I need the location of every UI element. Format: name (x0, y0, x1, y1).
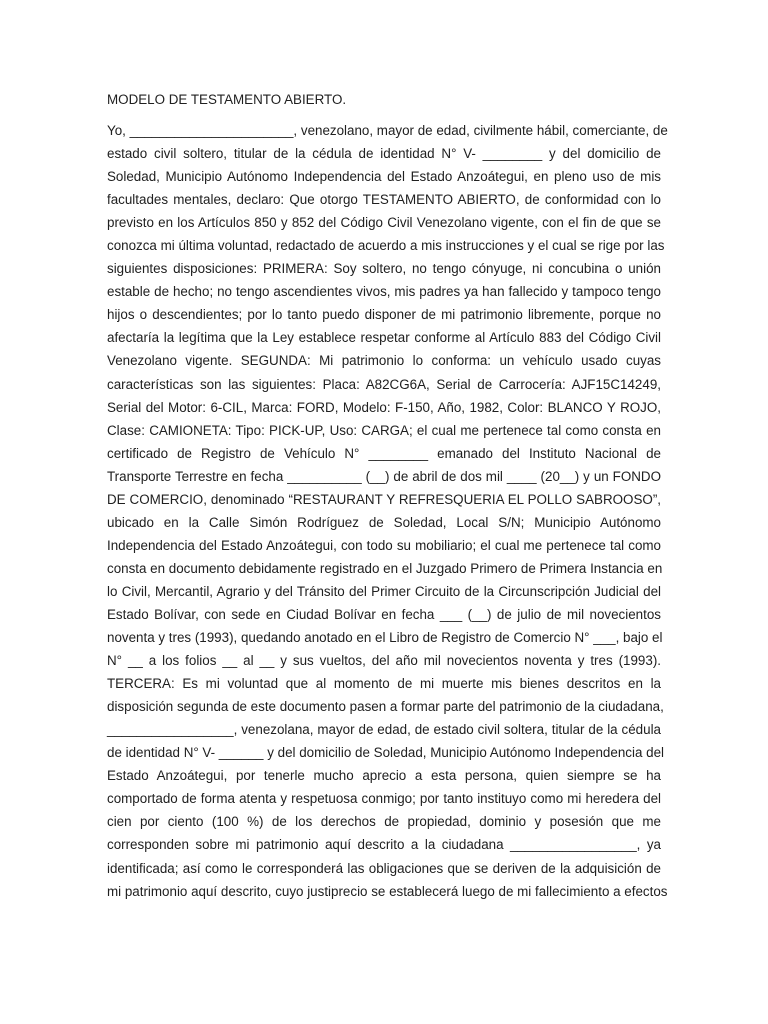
body-line: ubicado en la Calle Simón Rodríguez de Soledad, Local S/N; Municipio Autónomo (107, 514, 661, 530)
body-line: Transporte Terrestre en fecha __________ (__) de abril de dos mil ____ (20__) y un FONDO (107, 468, 661, 484)
body-line: TERCERA: Es mi voluntad que al momento de mi muerte mis bienes descritos en la (107, 676, 661, 692)
body-line: consta en documento debidamente registrado en el Juzgado Primero de Primera Instancia en (107, 560, 663, 576)
body-line: estado civil soltero, titular de la cédula de identidad N° V- ________ y del domicilio de (107, 146, 661, 162)
body-line: facultades mentales, declaro: Que otorgo TESTAMENTO ABIERTO, de conformidad con lo (107, 192, 661, 208)
body-line: noventa y tres (1993), quedando anotado en el Libro de Registro de Comercio N° ___, bajo el (107, 630, 663, 646)
body-line: conozca mi última voluntad, redactado de acuerdo a mis instrucciones y el cual se rige por las (107, 238, 665, 254)
body-line: mi patrimonio aquí descrito, cuyo justiprecio se establecerá luego de mi fallecimiento a efectos (107, 883, 668, 899)
body-line: previsto en los Artículos 850 y 852 del Código Civil Venezolano vigente, con el fin de que se (107, 215, 661, 231)
body-line: DE COMERCIO, denominado “RESTAURANT Y REFRESQUERIA EL POLLO SABROOSO”, (107, 491, 661, 507)
body-line: Serial del Motor: 6-CIL, Marca: FORD, Modelo: F-150, Año, 1982, Color: BLANCO Y ROJO, (107, 399, 661, 415)
body-line: de identidad N° V- ______ y del domicilio de Soledad, Municipio Autónomo Independencia del (107, 745, 664, 761)
body-line: estable de hecho; no tengo ascendientes vivos, mis padres ya han fallecido y tampoco tengo (107, 284, 661, 300)
body-line: Yo, ______________________, venezolano, mayor de edad, civilmente hábil, comerciante, de (107, 123, 668, 138)
body-line: identificada; así como le corresponderá las obligaciones que se deriven de la adquisición de (107, 860, 661, 876)
body-line: Estado Anzoátegui, por tenerle mucho aprecio a esta persona, quien siempre se ha (107, 768, 661, 784)
body-line: N° __ a los folios __ al __ y sus vueltos, del año mil novecientos noventa y tres (1993). (107, 653, 661, 669)
body-line: Soledad, Municipio Autónomo Independencia del Estado Anzoátegui, en pleno uso de mis (107, 169, 661, 185)
body-line: Venezolano vigente. SEGUNDA: Mi patrimonio lo conforma: un vehículo usado cuyas (107, 353, 661, 369)
document-title: MODELO DE TESTAMENTO ABIERTO. (107, 92, 347, 107)
body-line: afectaría la legítima que la Ley establece respetar conforme al Artículo 883 del Código Civil (107, 330, 661, 346)
body-line: corresponden sobre mi patrimonio aquí descrito a la ciudadana _________________, ya (107, 837, 661, 853)
body-line: Estado Bolívar, con sede en Ciudad Bolívar en fecha ___ (__) de julio de mil novecientos (107, 606, 661, 622)
body-line: lo Civil, Mercantil, Agrario y del Tránsito del Primer Circuito de la Circunscripción Judicial del (107, 583, 661, 599)
body-line: cien por ciento (100 %) de los derechos de propiedad, dominio y posesión que me (107, 814, 661, 830)
body-line: Independencia del Estado Anzoátegui, con todo su mobiliario; el cual me pertenece tal como (107, 537, 661, 553)
body-line: hijos o descendientes; por lo tanto puedo disponer de mi patrimonio libremente, porque no (107, 307, 661, 323)
document-body (107, 119, 668, 903)
body-line: disposición segunda de este documento pasen a formar parte del patrimonio de la ciudadana, (107, 699, 664, 715)
body-line: Clase: CAMIONETA: Tipo: PICK-UP, Uso: CARGA; el cual me pertenece tal como consta en (107, 422, 661, 438)
body-line: comportado de forma atenta y respetuosa conmigo; por tanto instituyo como mi heredera del (107, 791, 661, 807)
body-line: características son las siguientes: Placa: A82CG6A, Serial de Carrocería: AJF15C14249, (107, 376, 661, 392)
body-line: siguientes disposiciones: PRIMERA: Soy soltero, no tengo cónyuge, ni concubina o unión (107, 261, 661, 277)
body-line: _________________, venezolana, mayor de edad, de estado civil soltera, titular de la cédula (107, 722, 661, 738)
body-line: certificado de Registro de Vehículo N° ________ emanado del Instituto Nacional de (107, 445, 661, 461)
